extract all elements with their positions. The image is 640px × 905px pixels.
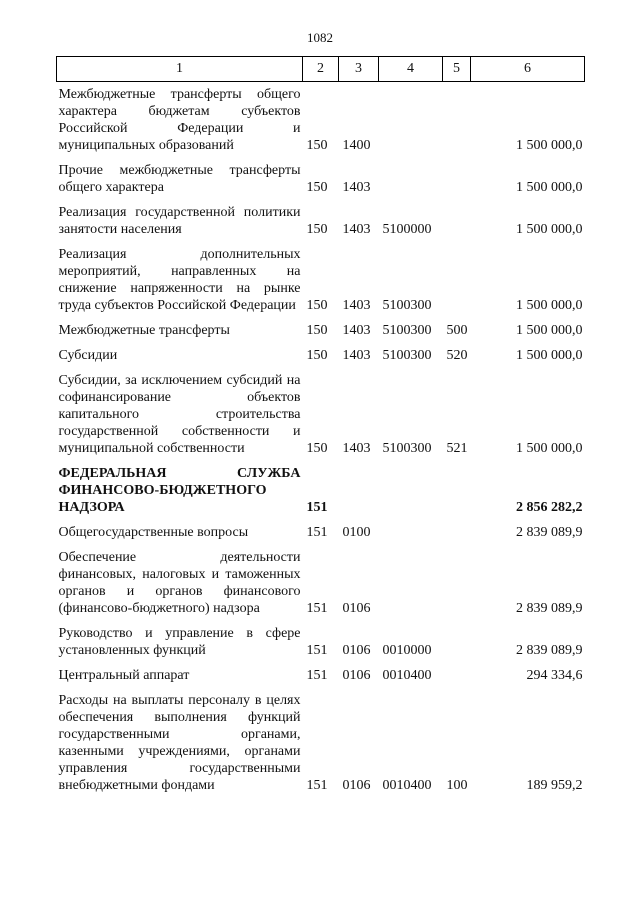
row-amount: 2 839 089,9 xyxy=(516,601,583,616)
row-expense-type-code: 500 xyxy=(446,323,468,338)
row-expense-type-code xyxy=(443,465,471,524)
row-expense-type-code xyxy=(443,667,471,692)
table-row xyxy=(57,162,585,204)
row-target-code xyxy=(379,549,443,625)
row-target-code: 5100300 xyxy=(382,348,432,363)
table-row xyxy=(57,465,585,524)
row-amount: 2 839 089,9 xyxy=(516,525,583,540)
row-amount: 2 856 282,2 xyxy=(516,500,583,515)
row-description: Руководство и управление в сфере установленных функций xyxy=(58,626,301,658)
row-target-code: 0010000 xyxy=(382,643,432,658)
budget-table xyxy=(56,56,585,802)
row-target-code xyxy=(379,162,443,204)
row-target-code: 0010400 xyxy=(382,668,432,683)
column-header: 4 xyxy=(379,57,443,82)
row-expense-type-code xyxy=(443,162,471,204)
table-row xyxy=(57,372,585,465)
row-ministry-code: 151 xyxy=(306,500,328,515)
table-row xyxy=(57,524,585,549)
row-amount: 1 500 000,0 xyxy=(516,323,583,338)
row-description: ФЕДЕРАЛЬНАЯ СЛУЖБА ФИНАНСОВО-БЮДЖЕТНОГО НАДЗОРА xyxy=(58,466,301,515)
row-target-code: 5100300 xyxy=(382,441,432,456)
row-ministry-code: 151 xyxy=(306,778,328,793)
row-target-code: 5100300 xyxy=(382,323,432,338)
row-section-code: 1403 xyxy=(342,323,371,338)
row-section-code: 1403 xyxy=(342,441,371,456)
row-amount: 294 334,6 xyxy=(526,668,583,683)
row-amount: 1 500 000,0 xyxy=(516,441,583,456)
row-amount: 1 500 000,0 xyxy=(516,298,583,313)
row-ministry-code: 150 xyxy=(306,298,328,313)
row-section-code: 1403 xyxy=(342,180,371,195)
row-expense-type-code: 520 xyxy=(446,348,468,363)
row-expense-type-code: 521 xyxy=(446,441,468,456)
row-amount: 1 500 000,0 xyxy=(516,348,583,363)
table-row xyxy=(57,692,585,802)
row-section-code: 0106 xyxy=(342,778,371,793)
column-header: 2 xyxy=(303,57,339,82)
row-amount: 2 839 089,9 xyxy=(516,643,583,658)
row-description: Реализация государственной политики занятости населения xyxy=(58,205,301,237)
row-ministry-code: 151 xyxy=(306,525,328,540)
row-expense-type-code xyxy=(443,549,471,625)
row-target-code xyxy=(379,524,443,549)
row-ministry-code: 151 xyxy=(306,668,328,683)
table-row xyxy=(57,347,585,372)
row-ministry-code: 150 xyxy=(306,180,328,195)
page-number: 1082 xyxy=(307,30,333,45)
row-amount: 1 500 000,0 xyxy=(516,222,583,237)
row-ministry-code: 150 xyxy=(306,222,328,237)
row-description: Расходы на выплаты персоналу в целях обеспечения выполнения функций государственными органами, казенными учреждениями, органами управления государственными внебюджетными фондами xyxy=(58,693,301,793)
row-section-code: 1403 xyxy=(342,222,371,237)
table-row xyxy=(57,204,585,246)
row-expense-type-code xyxy=(443,625,471,667)
row-section-code: 0106 xyxy=(342,668,371,683)
row-expense-type-code: 100 xyxy=(446,778,468,793)
column-header: 6 xyxy=(471,57,585,82)
row-ministry-code: 151 xyxy=(306,643,328,658)
table-row xyxy=(57,549,585,625)
row-ministry-code: 150 xyxy=(306,138,328,153)
row-section-code: 0100 xyxy=(342,525,371,540)
row-amount: 1 500 000,0 xyxy=(516,138,583,153)
row-ministry-code: 150 xyxy=(306,323,328,338)
table-row xyxy=(57,322,585,347)
row-description: Межбюджетные трансферты xyxy=(58,323,230,338)
row-section-code: 0106 xyxy=(342,643,371,658)
row-amount: 189 959,2 xyxy=(526,778,583,793)
row-section-code: 1400 xyxy=(342,138,371,153)
row-description: Реализация дополнительных мероприятий, направленных на снижение напряженности на рынке труда субъектов Российской Федерации xyxy=(58,247,301,313)
row-section-code: 1403 xyxy=(342,348,371,363)
row-target-code: 0010400 xyxy=(382,778,432,793)
row-amount: 1 500 000,0 xyxy=(516,180,583,195)
row-expense-type-code xyxy=(443,82,471,163)
row-description: Общегосударственные вопросы xyxy=(58,525,249,540)
row-description: Центральный аппарат xyxy=(58,668,190,683)
row-target-code: 5100000 xyxy=(382,222,432,237)
table-row xyxy=(57,625,585,667)
row-expense-type-code xyxy=(443,524,471,549)
table-row xyxy=(57,667,585,692)
row-description: Прочие межбюджетные трансферты общего характера xyxy=(58,163,301,195)
row-section-code: 1403 xyxy=(342,298,371,313)
row-expense-type-code xyxy=(443,246,471,322)
table-header xyxy=(57,57,585,82)
column-header: 1 xyxy=(57,57,303,82)
row-description: Субсидии xyxy=(58,348,118,363)
row-target-code xyxy=(379,465,443,524)
row-section-code: 0106 xyxy=(342,601,371,616)
table-row xyxy=(57,82,585,163)
column-header: 3 xyxy=(339,57,379,82)
row-target-code xyxy=(379,82,443,163)
table-row xyxy=(57,246,585,322)
row-description: Субсидии, за исключением субсидий на софинансирование объектов капитального строительства государственной собственности и муниципальной собственности xyxy=(58,373,301,456)
row-section-code xyxy=(339,465,379,524)
row-ministry-code: 150 xyxy=(306,441,328,456)
table-body xyxy=(57,82,585,803)
column-header: 5 xyxy=(443,57,471,82)
row-ministry-code: 151 xyxy=(306,601,328,616)
row-target-code: 5100300 xyxy=(382,298,432,313)
row-ministry-code: 150 xyxy=(306,348,328,363)
row-description: Обеспечение деятельности финансовых, налоговых и таможенных органов и органов финансового (финансово-бюджетного) надзора xyxy=(58,550,301,616)
row-description: Межбюджетные трансферты общего характера бюджетам субъектов Российской Федерации и муниципальных образований xyxy=(58,87,301,153)
row-expense-type-code xyxy=(443,204,471,246)
